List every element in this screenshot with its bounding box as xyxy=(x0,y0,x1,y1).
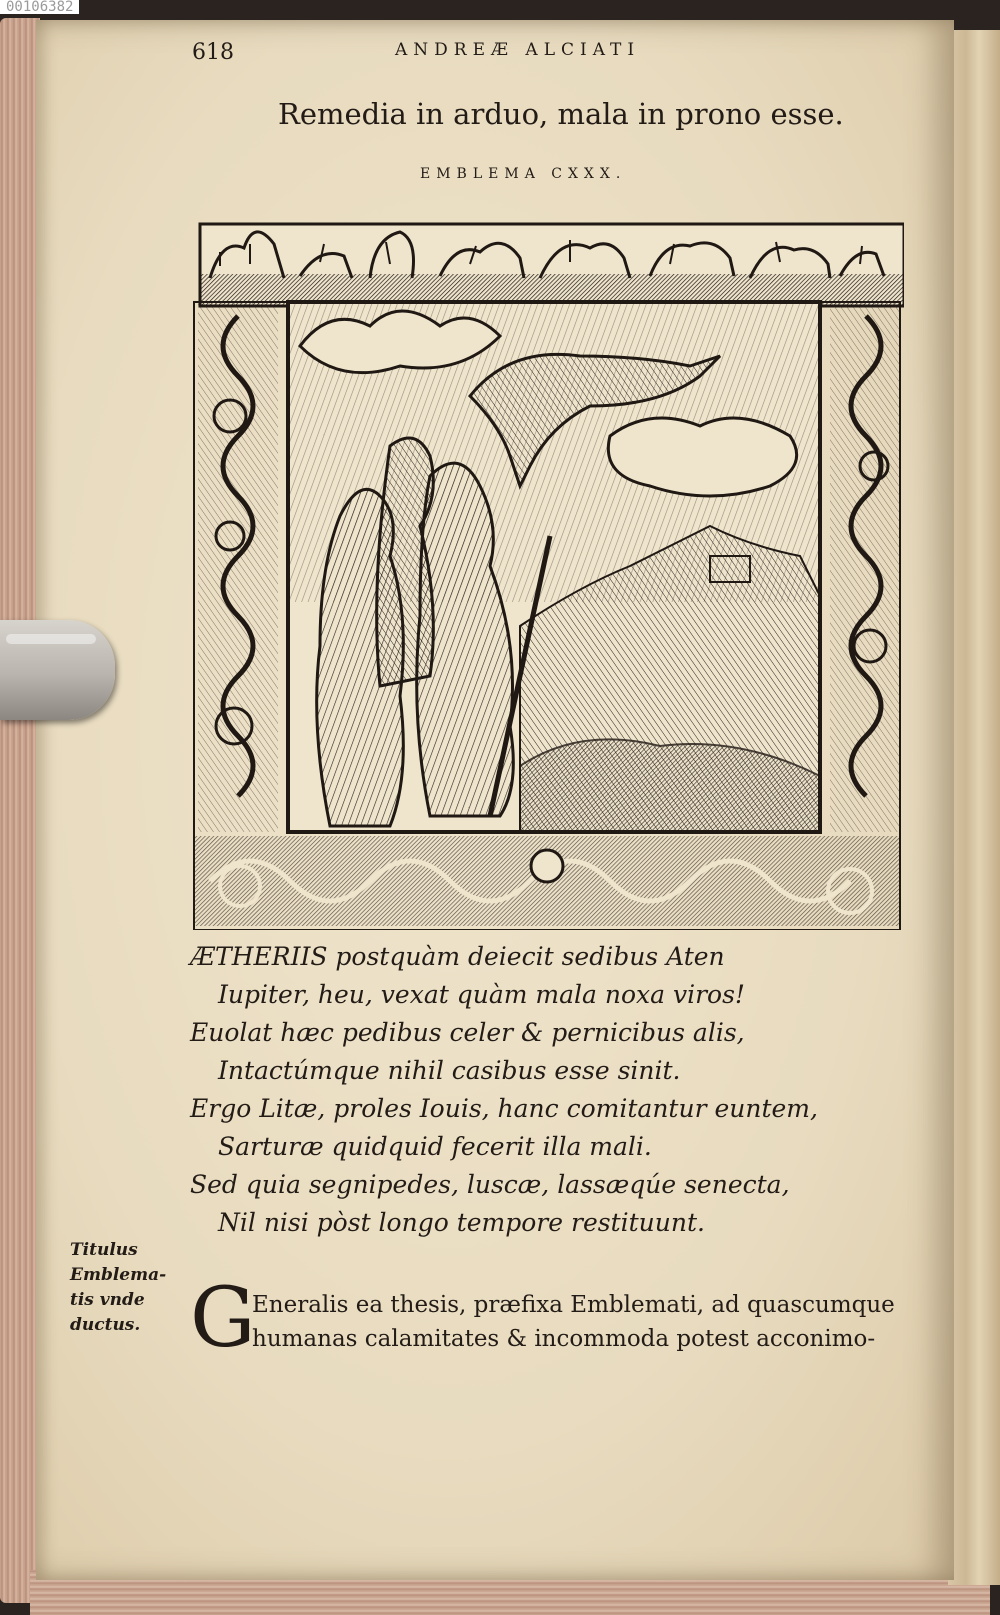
marginal-note xyxy=(70,1238,180,1338)
emblem-motto: Remedia in arduo, mala in prono esse. xyxy=(278,97,844,131)
verse-line: Nil nisi pòst longo tempore restituunt. xyxy=(218,1208,705,1237)
scan-id-label: 00106382 xyxy=(0,0,79,14)
commentary-line: Eneralis ea thesis, præfixa Emblemati, ad quascumque xyxy=(252,1292,895,1318)
verse-line: Sarturæ quidquid fecerit illa mali. xyxy=(218,1132,652,1161)
page-edge-left xyxy=(0,18,40,1603)
page-clip xyxy=(0,620,115,720)
woodcut-illustration xyxy=(190,206,904,930)
page-number: 618 xyxy=(192,40,234,65)
running-head: ANDREÆ ALCIATI xyxy=(395,40,641,60)
verse-line: Iupiter, heu, vexat quàm mala noxa viros! xyxy=(218,980,745,1009)
top-frieze xyxy=(200,224,904,306)
left-border-ornament xyxy=(198,302,278,832)
verse-line: ÆTHERIIS postquàm deiecit sedibus Aten xyxy=(190,942,725,971)
marginal-note-line: tis vnde xyxy=(70,1290,145,1310)
marginal-note-line: Titulus xyxy=(70,1240,138,1260)
commentary-line: humanas calamitates & incommoda potest acconimo- xyxy=(252,1326,876,1352)
marginal-note-line: Emblema- xyxy=(70,1265,167,1285)
emblem-scene xyxy=(288,302,820,832)
verse-line: Euolat hæc pedibus celer & pernicibus alis, xyxy=(190,1018,745,1047)
verse-line: Ergo Litæ, proles Iouis, hanc comitantur euntem, xyxy=(190,1094,818,1123)
verse-line: Sed quia segnipedes, luscæ, lassæqúe senecta, xyxy=(190,1170,790,1199)
right-border-ornament xyxy=(830,302,900,832)
facing-page-edge xyxy=(948,30,1000,1585)
verse-line: Intactúmque nihil casibus esse sinit. xyxy=(218,1056,681,1085)
drop-cap: G xyxy=(190,1271,256,1366)
emblem-number: EMBLEMA CXXX. xyxy=(420,166,627,182)
bottom-border-ornament xyxy=(194,836,900,926)
marginal-note-line: ductus. xyxy=(70,1315,141,1335)
